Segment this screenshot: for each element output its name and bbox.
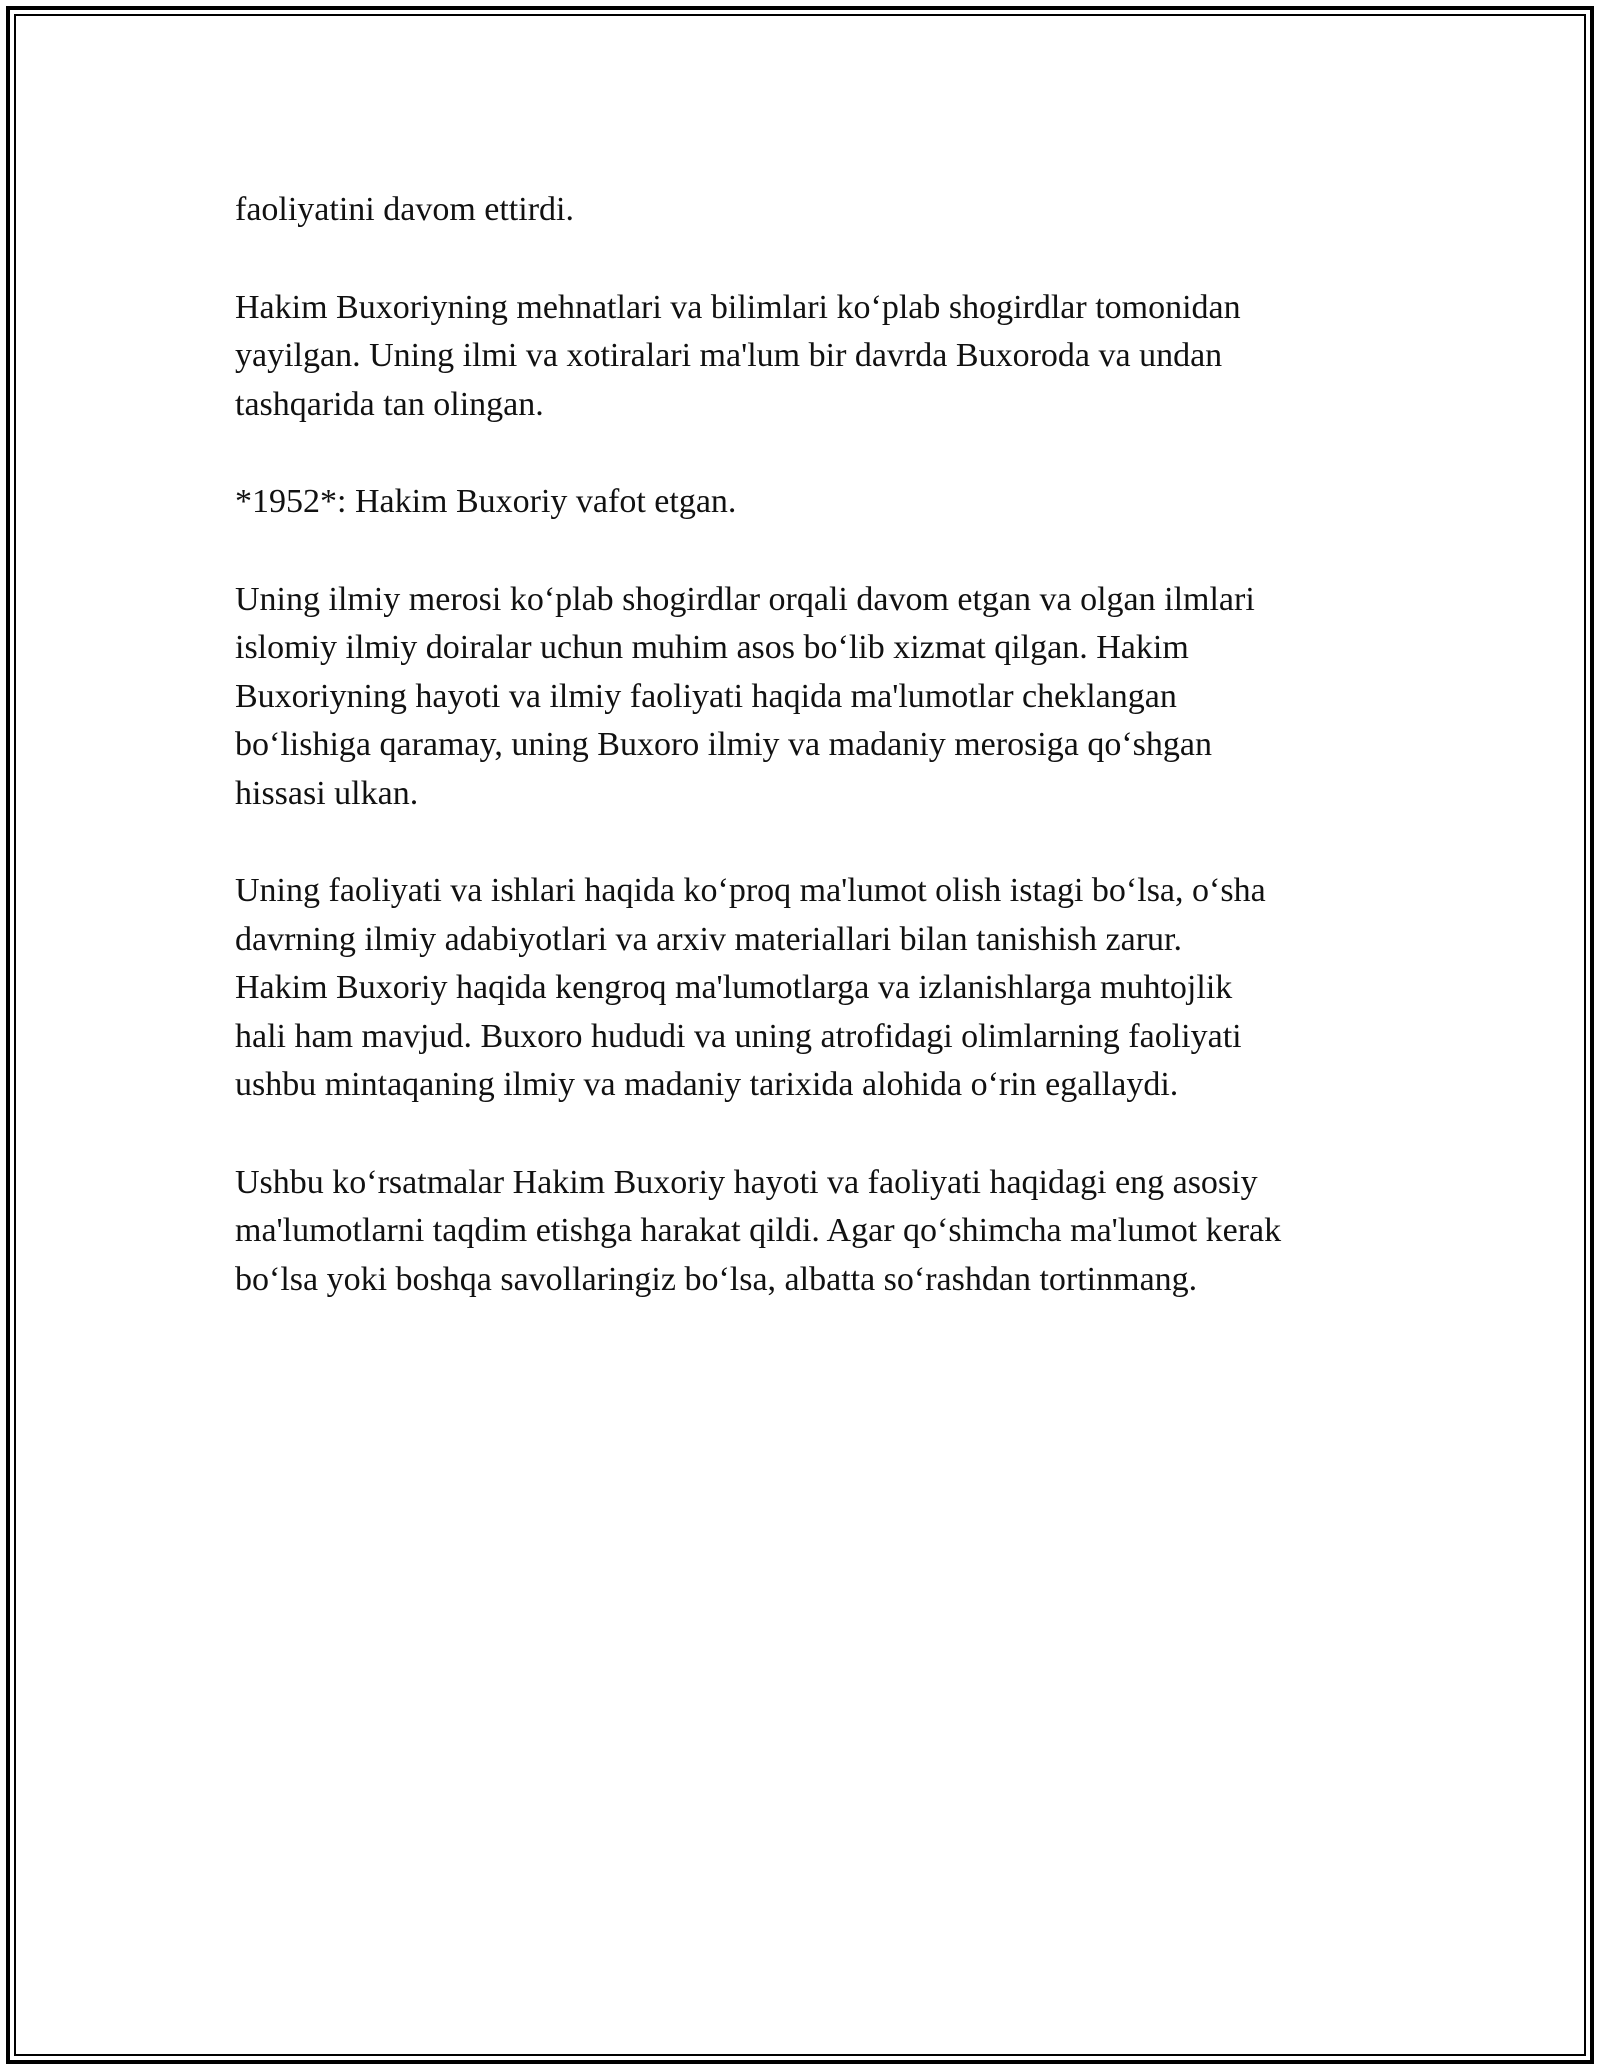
text-line: Buxoriyning hayoti va ilmiy faoliyati haqida ma'lumotlar cheklangan: [235, 677, 1177, 715]
text-line: Hakim Buxoriyning mehnatlari va bilimlari ko‘plab shogirdlar tomonidan: [235, 288, 1241, 326]
text-line: bo‘lsa yoki boshqa savollaringiz bo‘lsa, albatta so‘rashdan tortinmang.: [235, 1260, 1198, 1298]
paragraph-5: [235, 867, 1375, 1110]
text-line: ma'lumotlarni taqdim etishga harakat qildi. Agar qo‘shimcha ma'lumot kerak: [235, 1212, 1282, 1249]
document-body: [235, 186, 1375, 1353]
text-line: Uning faoliyati va ishlari haqida ko‘proq ma'lumot olish istagi bo‘lsa, o‘sha: [235, 872, 1266, 909]
text-line: Uning ilmiy merosi ko‘plab shogirdlar orqali davom etgan va olgan ilmlari: [235, 580, 1255, 618]
text-line: hissasi ulkan.: [235, 774, 419, 812]
paragraph-3: [235, 478, 1375, 527]
text-line: *1952*: Hakim Buxoriy vafot etgan.: [235, 483, 737, 520]
text-line: Ushbu ko‘rsatmalar Hakim Buxoriy hayoti va faoliyati haqidagi eng asosiy: [235, 1163, 1258, 1201]
paragraph-1: [235, 186, 1375, 235]
paragraph-4: [235, 576, 1375, 819]
paragraph-6: [235, 1159, 1375, 1305]
text-line: yayilgan. Uning ilmi va xotiralari ma'lum bir davrda Buxoroda va undan: [235, 337, 1223, 374]
text-line: tashqarida tan olingan.: [235, 385, 544, 423]
paragraph-2: [235, 284, 1375, 430]
text-line: faoliyatini davom ettirdi.: [235, 191, 574, 228]
text-line: davrning ilmiy adabiyotlari va arxiv materiallari bilan tanishish zarur.: [235, 920, 1182, 958]
text-line: hali ham mavjud. Buxoro hududi va uning atrofidagi olimlarning faoliyati: [235, 1017, 1242, 1055]
text-line: bo‘lishiga qaramay, uning Buxoro ilmiy va madaniy merosiga qo‘shgan: [235, 726, 1212, 763]
text-line: ushbu mintaqaning ilmiy va madaniy tarixida alohida o‘rin egallaydi.: [235, 1066, 1179, 1103]
text-line: Hakim Buxoriy haqida kengroq ma'lumotlarga va izlanishlarga muhtojlik: [235, 969, 1233, 1006]
text-line: islomiy ilmiy doiralar uchun muhim asos bo‘lib xizmat qilgan. Hakim: [235, 629, 1189, 666]
